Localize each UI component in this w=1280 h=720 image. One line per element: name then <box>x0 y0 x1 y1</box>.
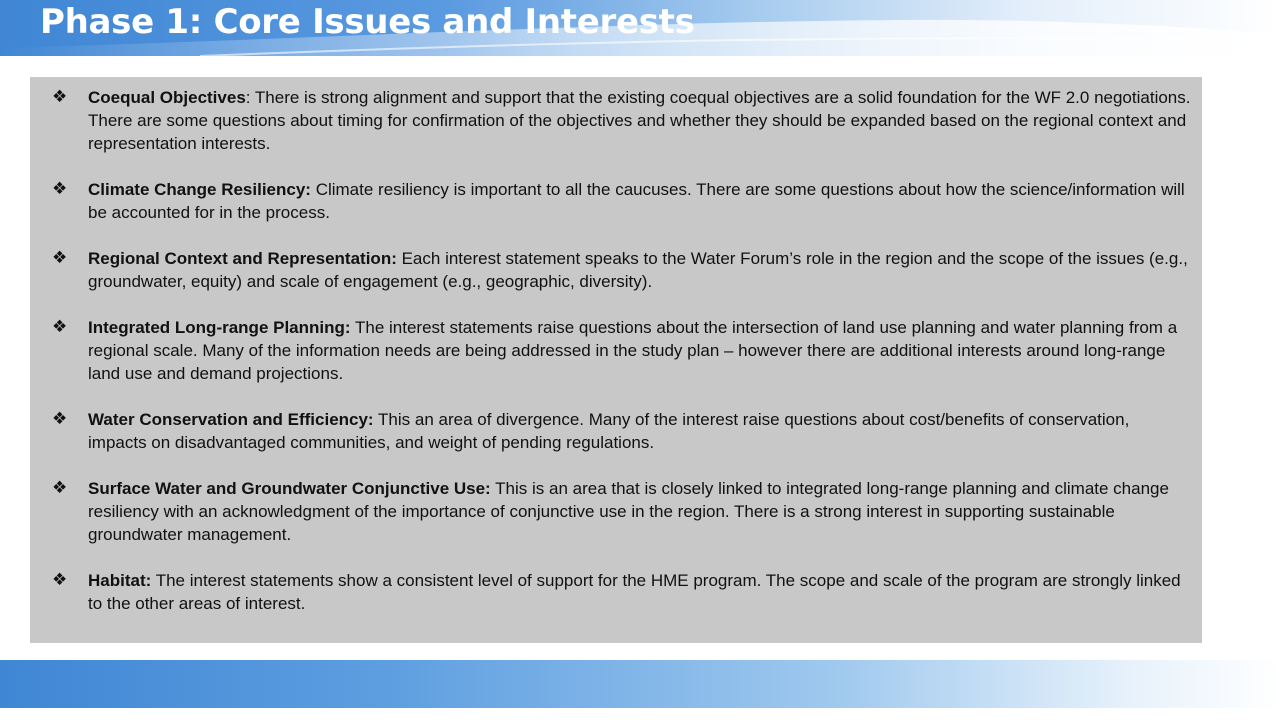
bullet-item-habitat <box>52 569 1192 615</box>
bullet-text: This an area of divergence. Many of the interest raise questions about cost/benefits of conservation, impacts on disadvantaged communities, and weight of pending regulations. <box>88 410 1130 452</box>
bullet-item-climate-change-resiliency <box>52 178 1192 224</box>
bullet-label: Integrated Long-range Planning: <box>88 318 351 337</box>
bullet-label: Water Conservation and Efficiency: <box>88 410 374 429</box>
diamond-bullet-icon: ❖ <box>52 317 68 337</box>
bullet-item-regional-context <box>52 247 1192 293</box>
bullet-item-water-conservation <box>52 408 1192 454</box>
diamond-bullet-icon: ❖ <box>52 478 68 498</box>
bullet-text: : There is strong alignment and support that the existing coequal objectives are a solid foundation for the WF 2.0 negotiations. There are some questions about timing for confirmation of the objectives and whether they should be expanded based on the regional context and representation interests. <box>88 88 1191 153</box>
bullet-list <box>52 86 1192 615</box>
bullet-label: Climate Change Resiliency: <box>88 180 311 199</box>
footer-banner <box>0 660 1280 708</box>
diamond-bullet-icon: ❖ <box>52 248 68 268</box>
bullet-item-long-range-planning <box>52 316 1192 385</box>
diamond-bullet-icon: ❖ <box>52 87 68 107</box>
bullet-label: Regional Context and Representation: <box>88 249 397 268</box>
bullet-item-conjunctive-use <box>52 477 1192 546</box>
bullet-text: Climate resiliency is important to all the caucuses. There are some questions about how the science/information will be accounted for in the process. <box>88 180 1185 222</box>
bullet-text: The interest statements raise questions about the intersection of land use planning and water planning from a regional scale. Many of the information needs are being addressed in the study plan – however there are additional interests around long-range land use and demand projections. <box>88 318 1178 383</box>
slide-title: Phase 1: Core Issues and Interests <box>40 2 695 42</box>
diamond-bullet-icon: ❖ <box>52 570 68 590</box>
bullet-text: This is an area that is closely linked to integrated long-range planning and climate change resiliency with an acknowledgment of the importance of conjunctive use in the region. There is a strong interest in supporting sustainable groundwater management. <box>88 479 1169 544</box>
bullet-item-coequal-objectives <box>52 86 1192 155</box>
diamond-bullet-icon: ❖ <box>52 179 68 199</box>
bullet-text: Each interest statement speaks to the Water Forum’s role in the region and the scope of the issues (e.g., groundwater, equity) and scale of engagement (e.g., geographic, diversity). <box>88 249 1188 291</box>
bullet-label: Surface Water and Groundwater Conjunctive Use: <box>88 479 491 498</box>
diamond-bullet-icon: ❖ <box>52 409 68 429</box>
header-banner <box>0 0 1280 56</box>
bullet-text: The interest statements show a consistent level of support for the HME program. The scope and scale of the program are strongly linked to the other areas of interest. <box>88 571 1181 613</box>
bullet-label: Coequal Objectives <box>88 88 246 107</box>
content-panel <box>30 77 1202 643</box>
bullet-label: Habitat: <box>88 571 152 590</box>
